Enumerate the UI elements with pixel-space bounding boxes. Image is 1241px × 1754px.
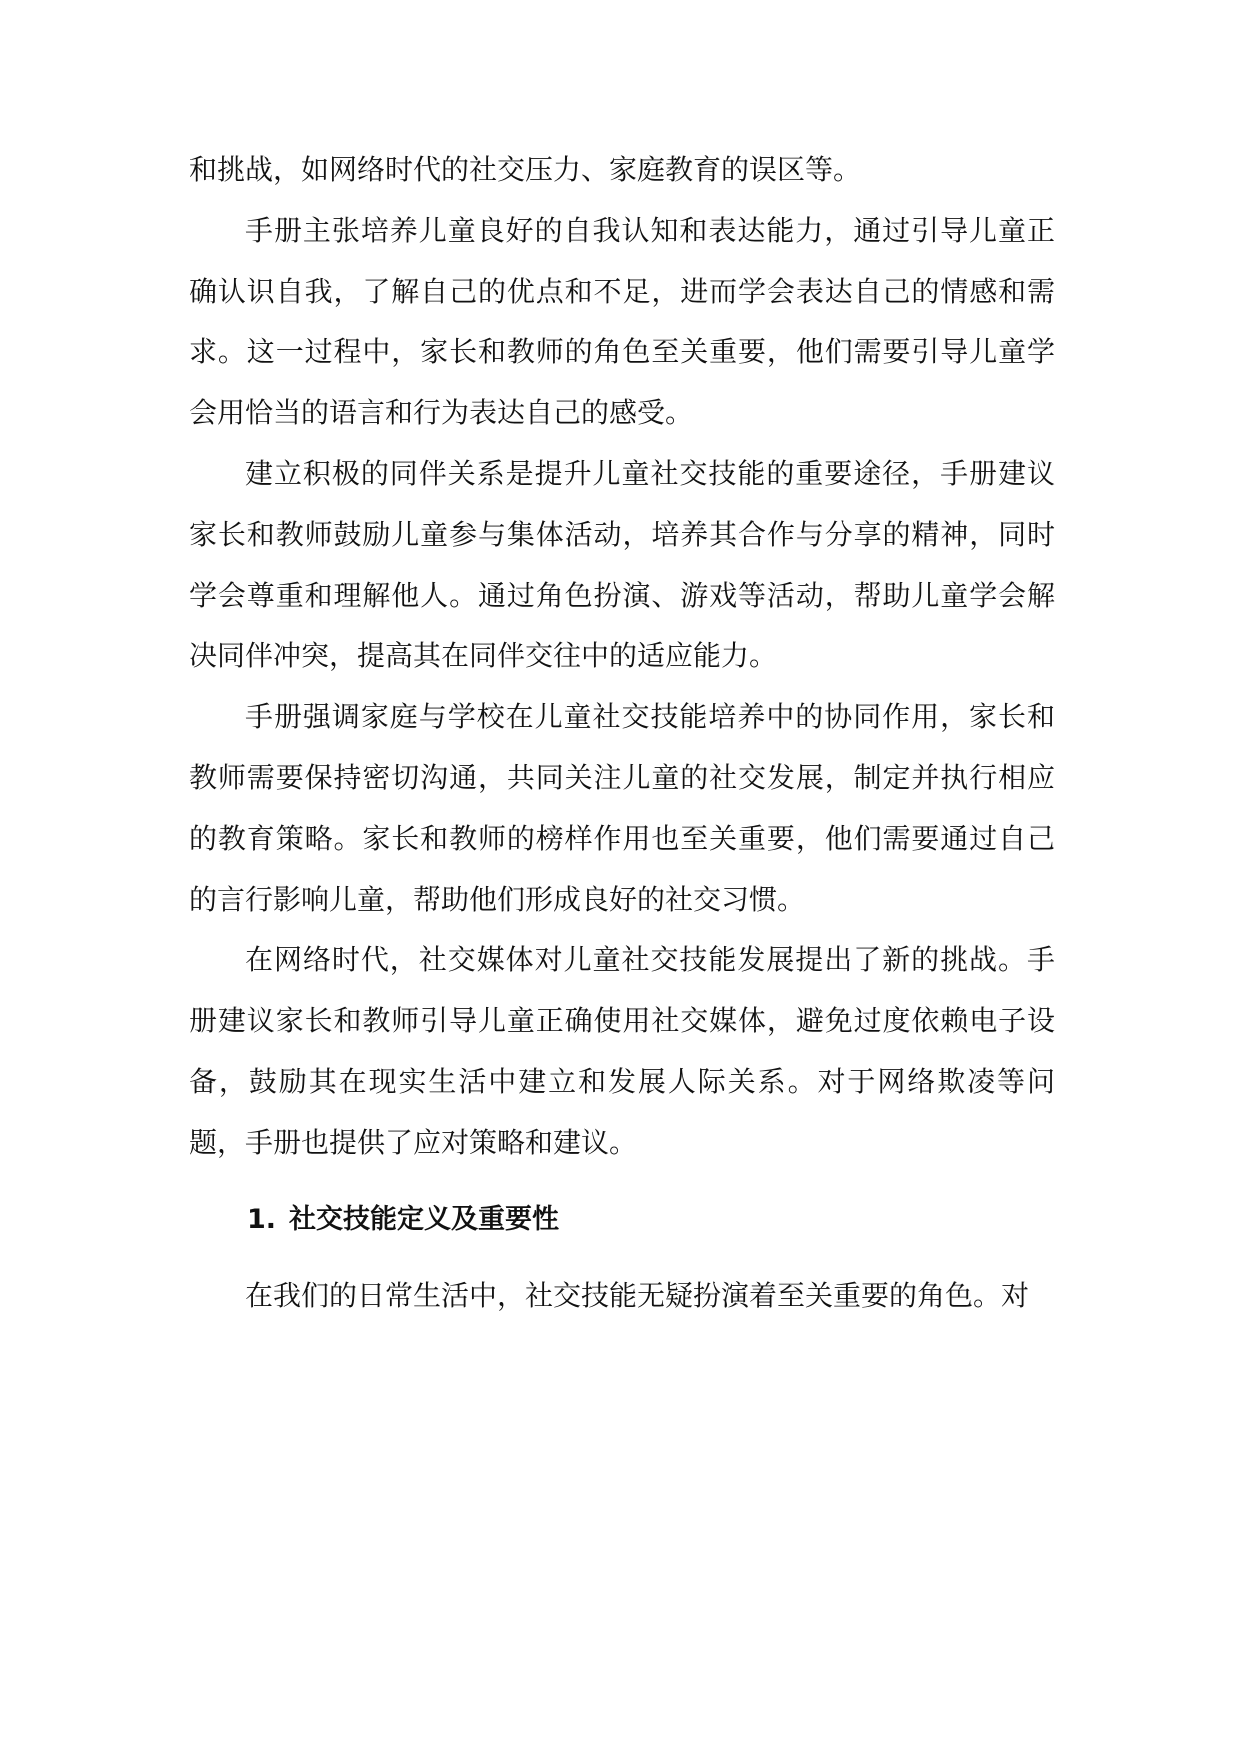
document-body bbox=[189, 140, 1055, 1326]
paragraph-self-awareness: 手册主张培养儿童良好的自我认知和表达能力，通过引导儿童正确认识自我，了解自己的优点和不足，进而学会表达自己的情感和需求。这一过程中，家长和教师的角色至关重要，他们需要引导儿童学会用恰当的语言和行为表达自己的感受。 bbox=[189, 213, 1055, 430]
section-heading bbox=[247, 1190, 1055, 1250]
paragraph-section-intro: 在我们的日常生活中，社交技能无疑扮演着至关重要的角色。对 bbox=[245, 1278, 1030, 1312]
section-title: 社交技能定义及重要性 bbox=[289, 1203, 559, 1235]
paragraph-peer-relations: 建立积极的同伴关系是提升儿童社交技能的重要途径，手册建议家长和教师鼓励儿童参与集体活动，培养其合作与分享的精神，同时学会尊重和理解他人。通过角色扮演、游戏等活动，帮助儿童学会解决同伴冲突，提高其在同伴交往中的适应能力。 bbox=[189, 456, 1055, 673]
paragraph-continuation: 和挑战，如网络时代的社交压力、家庭教育的误区等。 bbox=[189, 153, 862, 186]
paragraph-social-media: 在网络时代，社交媒体对儿童社交技能发展提出了新的挑战。手册建议家长和教师引导儿童正确使用社交媒体，避免过度依赖电子设备，鼓励其在现实生活中建立和发展人际关系。对于网络欺凌等问题，手册也提供了应对策略和建议。 bbox=[189, 943, 1055, 1159]
section-number: 1. bbox=[247, 1203, 277, 1235]
paragraph-home-school: 手册强调家庭与学校在儿童社交技能培养中的协同作用，家长和教师需要保持密切沟通，共同关注儿童的社交发展，制定并执行相应的教育策略。家长和教师的榜样作用也至关重要，他们需要通过自己的言行影响儿童，帮助他们形成良好的社交习惯。 bbox=[189, 700, 1055, 916]
